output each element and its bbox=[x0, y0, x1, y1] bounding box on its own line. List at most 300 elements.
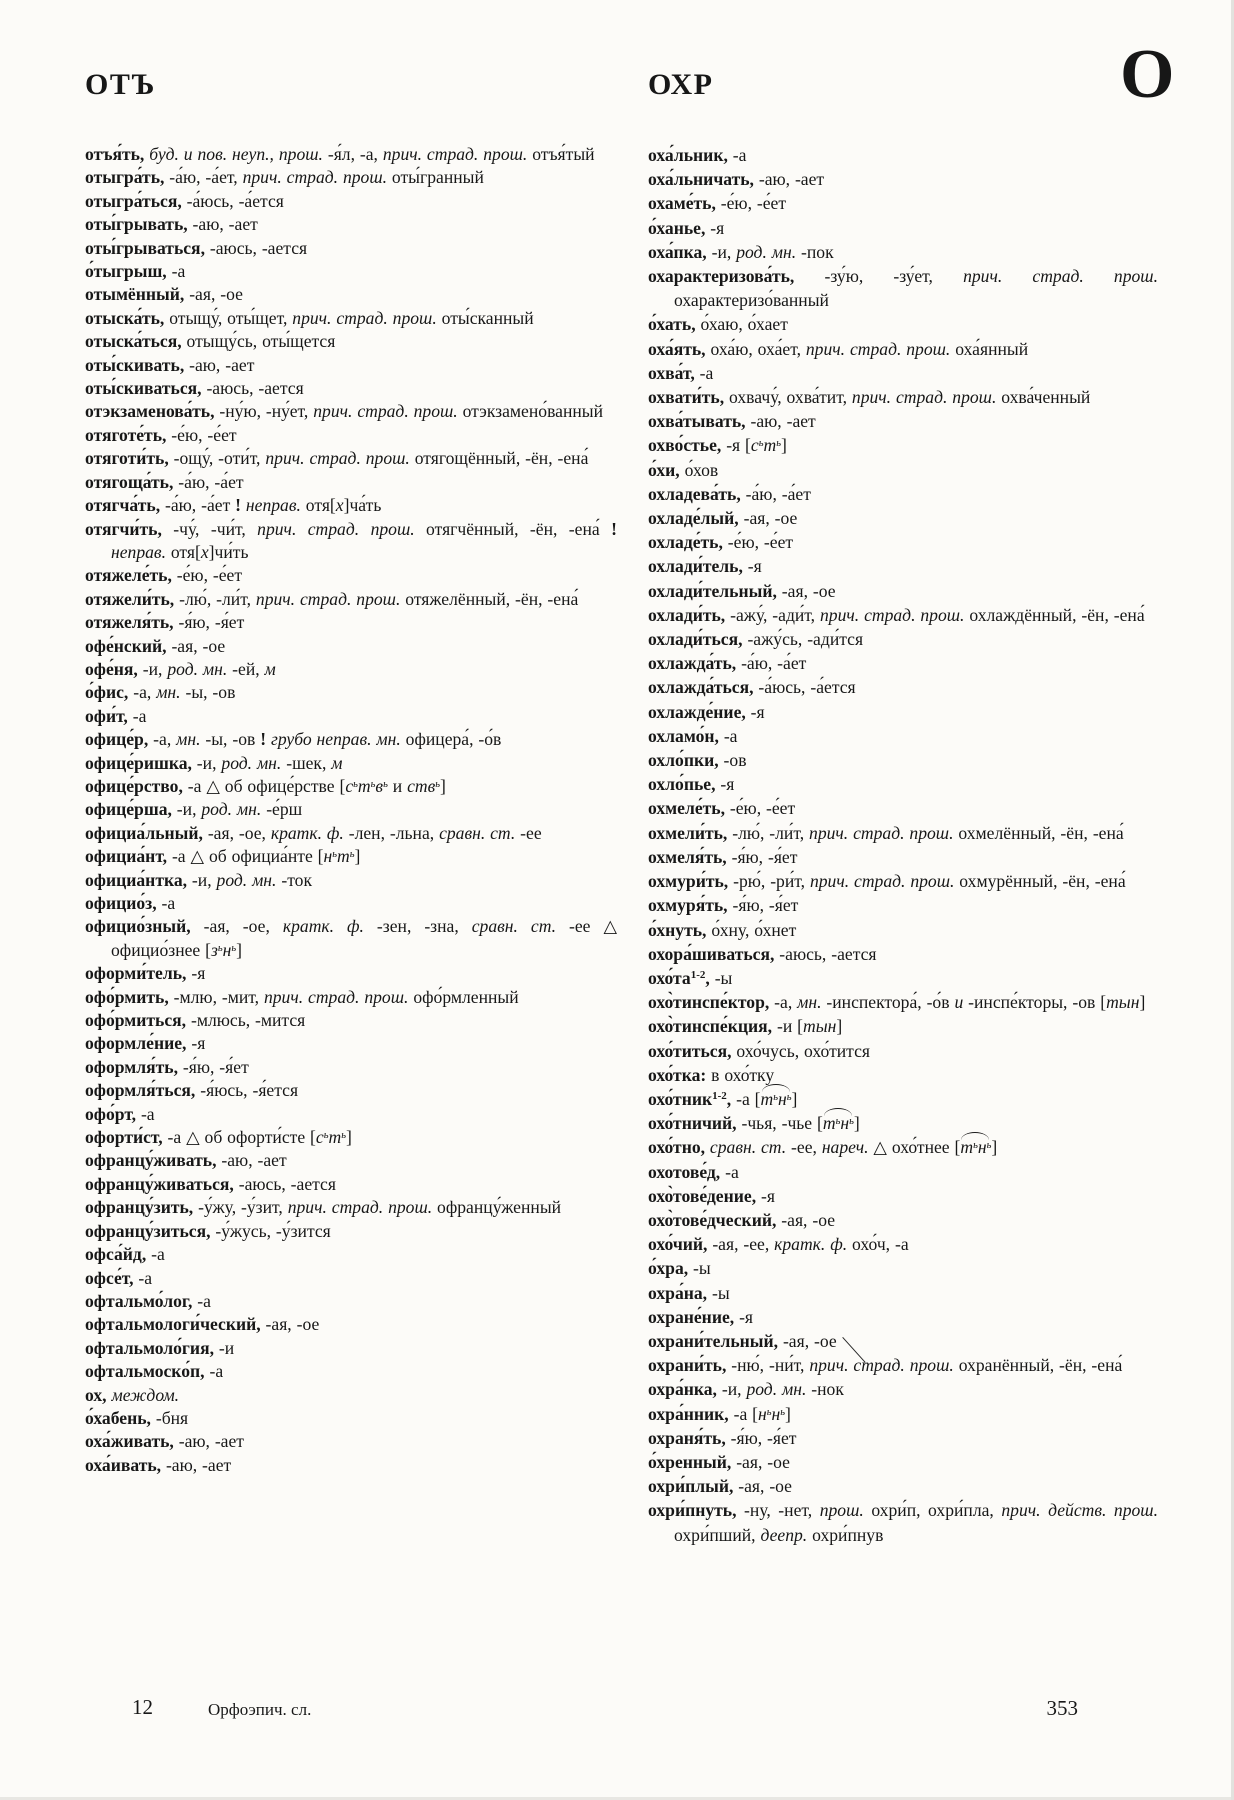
entry-text: ь bbox=[773, 1091, 779, 1103]
entry-text: и bbox=[954, 992, 964, 1013]
headword: офице́р, bbox=[85, 729, 149, 750]
dictionary-entry bbox=[648, 990, 1158, 1014]
entry-text: т bbox=[763, 435, 777, 456]
entry-text: род. мн. bbox=[746, 1379, 807, 1400]
headword: отяготе́ть, bbox=[85, 424, 167, 445]
entry-text: -я bbox=[745, 701, 765, 722]
dictionary-entry bbox=[648, 1256, 1158, 1280]
right-column bbox=[648, 143, 1158, 1547]
dictionary-entry bbox=[648, 893, 1158, 917]
entry-text: -ы bbox=[688, 1258, 711, 1279]
dictionary-entry bbox=[85, 1290, 617, 1313]
entry-text: ] bbox=[1139, 992, 1146, 1013]
entry-text: оты́гранный bbox=[387, 167, 484, 188]
dictionary-entry bbox=[648, 1184, 1158, 1208]
dictionary-entry bbox=[648, 1135, 1158, 1159]
entry-text: прич. страд. прош. bbox=[242, 167, 388, 188]
entry-text: прич. действ. прош. bbox=[1001, 1500, 1158, 1521]
headword: охлади́тель, bbox=[648, 556, 743, 577]
entry-text: м bbox=[264, 658, 276, 679]
entry-text: -ая, -ое bbox=[184, 284, 243, 305]
dictionary-entry bbox=[85, 307, 617, 330]
entry-text: прош. bbox=[819, 1500, 864, 1521]
entry-text: -я́л, -а, bbox=[322, 144, 383, 164]
entry-text: ] bbox=[236, 939, 243, 960]
entry-text: о́хов bbox=[679, 459, 719, 480]
headword: оха́пка, bbox=[648, 241, 707, 262]
entry-text: -я́ю, -я́ет bbox=[173, 612, 245, 633]
dictionary-entry bbox=[648, 1208, 1158, 1232]
entry-text: охо́чусь, охо́тится bbox=[731, 1040, 870, 1061]
headword: отымённый, bbox=[85, 284, 185, 305]
headword: офи́т, bbox=[85, 705, 128, 726]
dictionary-entry bbox=[85, 1009, 617, 1032]
headword: охло́пки, bbox=[648, 750, 719, 771]
headword: оты́скивать, bbox=[85, 354, 185, 375]
dictionary-entry bbox=[85, 400, 617, 423]
headword: отяжеля́ть, bbox=[85, 612, 174, 633]
headword: официо́з, bbox=[85, 893, 157, 913]
headword: охора́шиваться, bbox=[648, 943, 775, 964]
entry-text: охри́пнув bbox=[807, 1524, 884, 1545]
entry-text: мн. bbox=[176, 729, 201, 750]
entry-text: -ы bbox=[709, 967, 733, 988]
headword: охри́пнуть, bbox=[648, 1500, 737, 1521]
entry-text: неправ. bbox=[241, 495, 301, 516]
entry-text: ь bbox=[217, 942, 223, 954]
dictionary-entry bbox=[85, 330, 617, 353]
entry-text: -инспектора́, -о́в bbox=[821, 992, 955, 1013]
dictionary-entry bbox=[648, 579, 1158, 603]
headword: оха́ивать, bbox=[85, 1454, 162, 1475]
entry-text: -а bbox=[694, 362, 714, 383]
entry-text: ь bbox=[986, 1140, 992, 1152]
entry-text: ]чи́ть bbox=[208, 541, 249, 562]
headword: офе́нский, bbox=[85, 635, 167, 656]
dictionary-entry bbox=[648, 1377, 1158, 1401]
entry-text: офицера́, -о́в bbox=[400, 729, 502, 750]
entry-text: -е́рш bbox=[261, 799, 303, 820]
entry-text: прич. страд. прош. bbox=[257, 518, 415, 539]
entry-text: -аюсь, -ается bbox=[774, 943, 877, 964]
entry-text: -лю́, -ли́т, bbox=[174, 588, 256, 609]
entry-text: неправ. bbox=[111, 541, 166, 562]
entry-text: х bbox=[200, 541, 209, 562]
entry-text: сравн. ст. bbox=[439, 822, 516, 843]
dictionary-entry bbox=[85, 1243, 617, 1266]
entry-text: -ая, -ее, bbox=[707, 1234, 775, 1255]
entry-text: охо́ч, -а bbox=[847, 1234, 909, 1255]
entry-text: 1-2 bbox=[712, 1089, 727, 1102]
entry-text: прич. страд. прош. bbox=[255, 588, 401, 609]
entry-text: т bbox=[822, 1113, 836, 1134]
headword: отяжеле́ть, bbox=[85, 565, 172, 586]
entry-text: охлаждённый, -ён, -ена́ bbox=[964, 604, 1145, 625]
headword: охра́на, bbox=[648, 1282, 708, 1303]
headword: офса́йд, bbox=[85, 1244, 147, 1265]
headword: оформля́ть, bbox=[85, 1056, 179, 1077]
entry-text: в охо́тку bbox=[706, 1064, 775, 1085]
dictionary-entry bbox=[648, 845, 1158, 869]
dictionary-entry bbox=[85, 892, 617, 915]
entry-text: -чья, -чье [ bbox=[736, 1113, 823, 1134]
entry-text: -аю, -ает bbox=[753, 169, 825, 190]
entry-text: род. мн. bbox=[216, 869, 277, 890]
entry-text: -я bbox=[734, 1306, 754, 1327]
dictionary-entry bbox=[85, 518, 617, 565]
dictionary-entry bbox=[85, 1196, 617, 1219]
entry-text: -я bbox=[186, 1033, 206, 1054]
headword: охарактеризова́ть, bbox=[648, 266, 795, 287]
headword: оты́скиваться, bbox=[85, 378, 202, 399]
dictionary-entry bbox=[85, 635, 617, 658]
entry-text: ] bbox=[991, 1137, 998, 1158]
entry-text: -лю́, -ли́т, bbox=[727, 822, 810, 843]
entry-text: и bbox=[387, 775, 408, 796]
dictionary-entry bbox=[648, 1281, 1158, 1305]
headword: отыска́ться, bbox=[85, 331, 182, 352]
entry-text: ь bbox=[353, 778, 358, 790]
entry-text: -аюсь, -ается bbox=[204, 237, 308, 258]
entry-text: охранённый, -ён, -ена́ bbox=[953, 1355, 1123, 1376]
dictionary-entry bbox=[648, 603, 1158, 627]
dictionary-entry bbox=[648, 312, 1158, 336]
dictionary-entry bbox=[648, 167, 1158, 191]
entry-text: охмелённый, -ён, -ена́ bbox=[953, 822, 1124, 843]
entry-text: -а [ bbox=[728, 1403, 759, 1424]
dictionary-entry bbox=[648, 1087, 1158, 1111]
entry-text: △ охо́тнее [ bbox=[868, 1137, 961, 1158]
headword: отыска́ть, bbox=[85, 307, 165, 328]
dictionary-entry bbox=[648, 458, 1158, 482]
dictionary-entry bbox=[85, 424, 617, 447]
entry-text: -а́ю, -а́ет bbox=[736, 653, 807, 674]
page-number: 353 bbox=[1046, 1696, 1078, 1720]
entry-text: -а́ю, -а́ет bbox=[173, 471, 244, 492]
entry-text: прич. страд. прош. bbox=[382, 144, 528, 164]
headword: отыгра́ть, bbox=[85, 167, 165, 188]
dictionary-entry bbox=[648, 748, 1158, 772]
entry-text: -а́ю, -а́ет bbox=[740, 483, 811, 504]
dictionary-entry bbox=[648, 143, 1158, 167]
dictionary-entry bbox=[85, 166, 617, 189]
entry-text: т bbox=[357, 775, 371, 796]
entry-text: -а, bbox=[769, 992, 798, 1013]
entry-text: н bbox=[758, 1403, 767, 1424]
headword: офо́рт, bbox=[85, 1103, 137, 1124]
headword: о́хра, bbox=[648, 1258, 689, 1279]
headword: охмури́ть, bbox=[648, 871, 729, 892]
headword: о́хнуть, bbox=[648, 919, 707, 940]
dictionary-entry bbox=[85, 1267, 617, 1290]
headword: оха́ять, bbox=[648, 338, 706, 359]
dictionary-entry bbox=[648, 821, 1158, 845]
entry-text: м bbox=[331, 752, 343, 773]
entry-text: род. мн. bbox=[167, 658, 228, 679]
headword: охлади́тельный, bbox=[648, 580, 777, 601]
entry-text: ь bbox=[341, 1130, 346, 1142]
left-column bbox=[85, 143, 617, 1477]
headword: отягча́ть, bbox=[85, 495, 161, 516]
dictionary-entry bbox=[648, 216, 1158, 240]
entry-text: -е́ю, -е́ет bbox=[722, 532, 794, 553]
dictionary-entry bbox=[85, 1056, 617, 1079]
headword: офтальмо́лог, bbox=[85, 1290, 193, 1311]
headword: офо́рмить, bbox=[85, 986, 169, 1007]
entry-text: -нок bbox=[806, 1379, 844, 1400]
dictionary-entry bbox=[85, 1313, 617, 1336]
entry-text: -ы bbox=[707, 1282, 730, 1303]
entry-text: -а bbox=[127, 705, 147, 726]
entry-text: ств bbox=[407, 775, 436, 796]
dictionary-entry bbox=[648, 918, 1158, 942]
entry-text: о́хаю, о́хает bbox=[695, 314, 788, 335]
entry-text: т bbox=[760, 1088, 774, 1109]
entry-text: -я bbox=[186, 963, 206, 984]
dictionary-entry bbox=[85, 1103, 617, 1126]
entry-text: ь bbox=[758, 438, 764, 450]
entry-text: -а bbox=[136, 1103, 155, 1124]
headword: охо́та bbox=[648, 967, 691, 988]
entry-text: прич. страд. прош. bbox=[287, 1197, 433, 1218]
dictionary-entry bbox=[85, 588, 617, 611]
entry-text: буд. и пов. неуп., прош. bbox=[144, 144, 323, 164]
headword: охри́плый, bbox=[648, 1476, 734, 1497]
entry-text: -я bbox=[742, 556, 762, 577]
headword: офтальмоло́гия, bbox=[85, 1337, 214, 1358]
entry-text: -инспе́кторы, -ов [ bbox=[963, 992, 1107, 1013]
headword: охрани́тельный, bbox=[648, 1330, 779, 1351]
headword: охо̀тове́дческий, bbox=[648, 1209, 777, 1230]
headword: охраня́ть, bbox=[648, 1427, 726, 1448]
entry-text: -шек, bbox=[281, 752, 332, 773]
entry-text: т bbox=[337, 846, 350, 867]
entry-text: -ы, -ов bbox=[200, 729, 261, 750]
dictionary-entry bbox=[648, 700, 1158, 724]
entry-text: 1-2 bbox=[690, 968, 706, 981]
entry-text: -а △ об офорти́сте [ bbox=[162, 1127, 316, 1148]
dictionary-entry bbox=[648, 942, 1158, 966]
headword: офранцу́зить, bbox=[85, 1197, 194, 1218]
entry-text: -ая, -ое bbox=[731, 1451, 790, 1472]
entry-text: -и [ bbox=[772, 1016, 803, 1037]
entry-text: прич. страд. прош. bbox=[809, 1355, 954, 1376]
entry-text: -аю, -ает bbox=[745, 411, 816, 432]
dictionary-entry bbox=[85, 237, 617, 260]
entry-text: -а bbox=[192, 1290, 211, 1311]
entry-text: т bbox=[328, 1127, 342, 1148]
entry-text: ь bbox=[349, 849, 355, 861]
dictionary-entry bbox=[648, 1450, 1158, 1474]
headword: охва́т, bbox=[648, 362, 695, 383]
dictionary-entry bbox=[85, 962, 617, 985]
dictionary-entry bbox=[85, 377, 617, 400]
dictionary-entry bbox=[648, 240, 1158, 264]
dictionary-entry bbox=[85, 1149, 617, 1172]
entry-text: -чу́, -чи́т, bbox=[161, 518, 258, 539]
headword: оха́льничать, bbox=[648, 169, 754, 190]
entry-text: -а bbox=[718, 725, 738, 746]
entry-text: ] bbox=[781, 435, 787, 456]
entry-text: отяжелённый, -ён, -ена́ bbox=[400, 588, 579, 609]
entry-text: -я bbox=[756, 1185, 775, 1206]
entry-text: н bbox=[222, 939, 232, 960]
entry-text: -ая, -ое bbox=[733, 1476, 792, 1497]
entry-text: х bbox=[335, 495, 344, 516]
entry-text: н bbox=[778, 1088, 787, 1109]
entry-text: -аю, -ает bbox=[216, 1150, 287, 1171]
headword: охладе́ть, bbox=[648, 532, 723, 553]
headword: офице́ришка, bbox=[85, 752, 192, 773]
headword: ! bbox=[235, 495, 242, 516]
entry-text: -а́юсь, -а́ется bbox=[181, 190, 284, 211]
entry-text: н bbox=[840, 1113, 850, 1134]
entry-text: -ая, -ое bbox=[776, 1209, 836, 1230]
entry-text: -аю, -ает bbox=[161, 1454, 232, 1475]
entry-text: н bbox=[977, 1137, 987, 1158]
headword: отыгра́ться, bbox=[85, 190, 182, 211]
headword: оха́льник, bbox=[648, 145, 728, 165]
headword: о́хи, bbox=[648, 459, 680, 480]
headword: официа́льный, bbox=[85, 822, 203, 843]
headword: о́фис, bbox=[85, 682, 129, 703]
entry-text: ь bbox=[383, 778, 388, 790]
entry-text: охва́ченный bbox=[996, 387, 1091, 408]
dictionary-entry bbox=[85, 1126, 617, 1149]
signature-number: 12 bbox=[132, 1695, 153, 1719]
dictionary-entry bbox=[85, 1337, 617, 1360]
headword: отэкзаменова́ть, bbox=[85, 401, 215, 422]
entry-text: -и, bbox=[171, 799, 202, 820]
entry-text: ] bbox=[440, 775, 446, 796]
dictionary-entry bbox=[85, 447, 617, 470]
dictionary-entry bbox=[648, 1232, 1158, 1256]
dictionary-entry bbox=[648, 724, 1158, 748]
dictionary-entry bbox=[85, 845, 617, 868]
entry-text: -я [ bbox=[721, 435, 751, 456]
dictionary-entry bbox=[648, 651, 1158, 675]
dictionary-entry bbox=[85, 471, 617, 494]
entry-text: -я bbox=[705, 217, 725, 238]
dictionary-entry bbox=[648, 385, 1158, 409]
headword: отягчи́ть, bbox=[85, 518, 162, 539]
entry-text: сравн. ст. bbox=[471, 916, 557, 937]
entry-text: ] bbox=[354, 846, 361, 867]
headword: охо̀тинспе́кция, bbox=[648, 1016, 773, 1037]
entry-text: -а bbox=[133, 1267, 153, 1288]
dictionary-entry bbox=[85, 611, 617, 634]
dictionary-entry bbox=[648, 482, 1158, 506]
entry-text: оха́ю, оха́ет, bbox=[705, 338, 806, 359]
dictionary-entry bbox=[85, 283, 617, 306]
headword: охра́нка, bbox=[648, 1379, 717, 1400]
entry-text: с bbox=[345, 775, 354, 796]
entry-text: тын bbox=[1106, 992, 1140, 1013]
headword: охра́нник, bbox=[648, 1403, 729, 1424]
headword: ! bbox=[260, 729, 267, 750]
dictionary-entry bbox=[648, 1426, 1158, 1450]
entry-text: прич. страд. прош. bbox=[963, 266, 1158, 287]
entry-text: род. мн. bbox=[221, 752, 282, 773]
headword: охладе́лый, bbox=[648, 508, 739, 529]
headword: оты́грывать, bbox=[85, 214, 188, 235]
entry-text: -а bbox=[146, 1244, 165, 1265]
entry-text: отъя́тый bbox=[527, 144, 595, 164]
entry-text: -рю́, -ри́т, bbox=[728, 871, 810, 892]
headword: , bbox=[705, 967, 710, 988]
dictionary-entry bbox=[648, 361, 1158, 385]
headword: охлади́ть, bbox=[648, 604, 726, 625]
entry-text: -ей, bbox=[227, 658, 265, 679]
dictionary-entry bbox=[648, 554, 1158, 578]
dictionary-entry bbox=[648, 506, 1158, 530]
headword: охаме́ть, bbox=[648, 193, 716, 214]
entry-text: охри́п, охри́пла, bbox=[863, 1500, 1002, 1521]
entry-text: -ну́ю, -ну́ет, bbox=[214, 401, 314, 422]
headword: охо̀тове́дение, bbox=[648, 1185, 757, 1206]
entry-text: ь bbox=[780, 1406, 786, 1418]
entry-text: прич. страд. прош. bbox=[263, 986, 409, 1007]
headword: офтальмоско́п, bbox=[85, 1361, 205, 1382]
dictionary-entry bbox=[85, 986, 617, 1009]
headword: охлажда́ть, bbox=[648, 653, 737, 674]
headword: отяжели́ть, bbox=[85, 588, 175, 609]
entry-text: ь bbox=[435, 778, 440, 790]
dictionary-entry bbox=[85, 822, 617, 845]
entry-text: ь bbox=[835, 1116, 841, 1128]
headword: охо́тно, bbox=[648, 1137, 706, 1158]
entry-text: -аю, -ает bbox=[184, 354, 255, 375]
headword: отягоща́ть, bbox=[85, 471, 174, 492]
entry-text: мн. bbox=[797, 992, 822, 1013]
entry-text: с bbox=[315, 1127, 324, 1148]
entry-text: прич. страд. прош. bbox=[809, 822, 954, 843]
entry-text: -а [ bbox=[731, 1088, 761, 1109]
dictionary-entry bbox=[648, 772, 1158, 796]
headword: охло́пье, bbox=[648, 774, 716, 795]
dictionary-entry bbox=[648, 1014, 1158, 1038]
headword: охладева́ть, bbox=[648, 483, 741, 504]
dictionary-entry bbox=[648, 675, 1158, 699]
entry-text: -ню́, -ни́т, bbox=[726, 1355, 810, 1376]
entry-text: -я́ю, -я́ет bbox=[178, 1056, 249, 1077]
entry-text: офранцу́женный bbox=[432, 1197, 562, 1218]
dictionary-entry bbox=[648, 409, 1158, 433]
entry-text: охвачу́, охва́тит, bbox=[724, 387, 852, 408]
dictionary-entry bbox=[85, 1032, 617, 1055]
entry-text: н bbox=[771, 1403, 781, 1424]
entry-text: -и, bbox=[187, 869, 217, 890]
headword: отъя́ть, bbox=[85, 144, 145, 164]
entry-text: -е́ю, -е́ет bbox=[171, 565, 243, 586]
entry-text: -ая, -ое bbox=[166, 635, 226, 656]
signature-label: Орфоэпич. сл. bbox=[208, 1700, 312, 1719]
entry-text: прич. страд. прош. bbox=[809, 871, 955, 892]
entry-text: -ы, -ов bbox=[180, 682, 236, 703]
dictionary-entry bbox=[648, 433, 1158, 457]
entry-text: -и, bbox=[191, 752, 222, 773]
headword: о́хать, bbox=[648, 314, 696, 335]
entry-text: мн. bbox=[156, 682, 181, 703]
dictionary-entry bbox=[648, 1402, 1158, 1426]
dictionary-entry bbox=[85, 1173, 617, 1196]
entry-text: охри́пший, bbox=[674, 1524, 761, 1545]
headword: охлади́ться, bbox=[648, 629, 743, 650]
entry-text: -ну, -нет, bbox=[736, 1500, 820, 1521]
dictionary-entry bbox=[85, 564, 617, 587]
dictionary-entry bbox=[648, 796, 1158, 820]
headword: охмуря́ть, bbox=[648, 895, 728, 916]
